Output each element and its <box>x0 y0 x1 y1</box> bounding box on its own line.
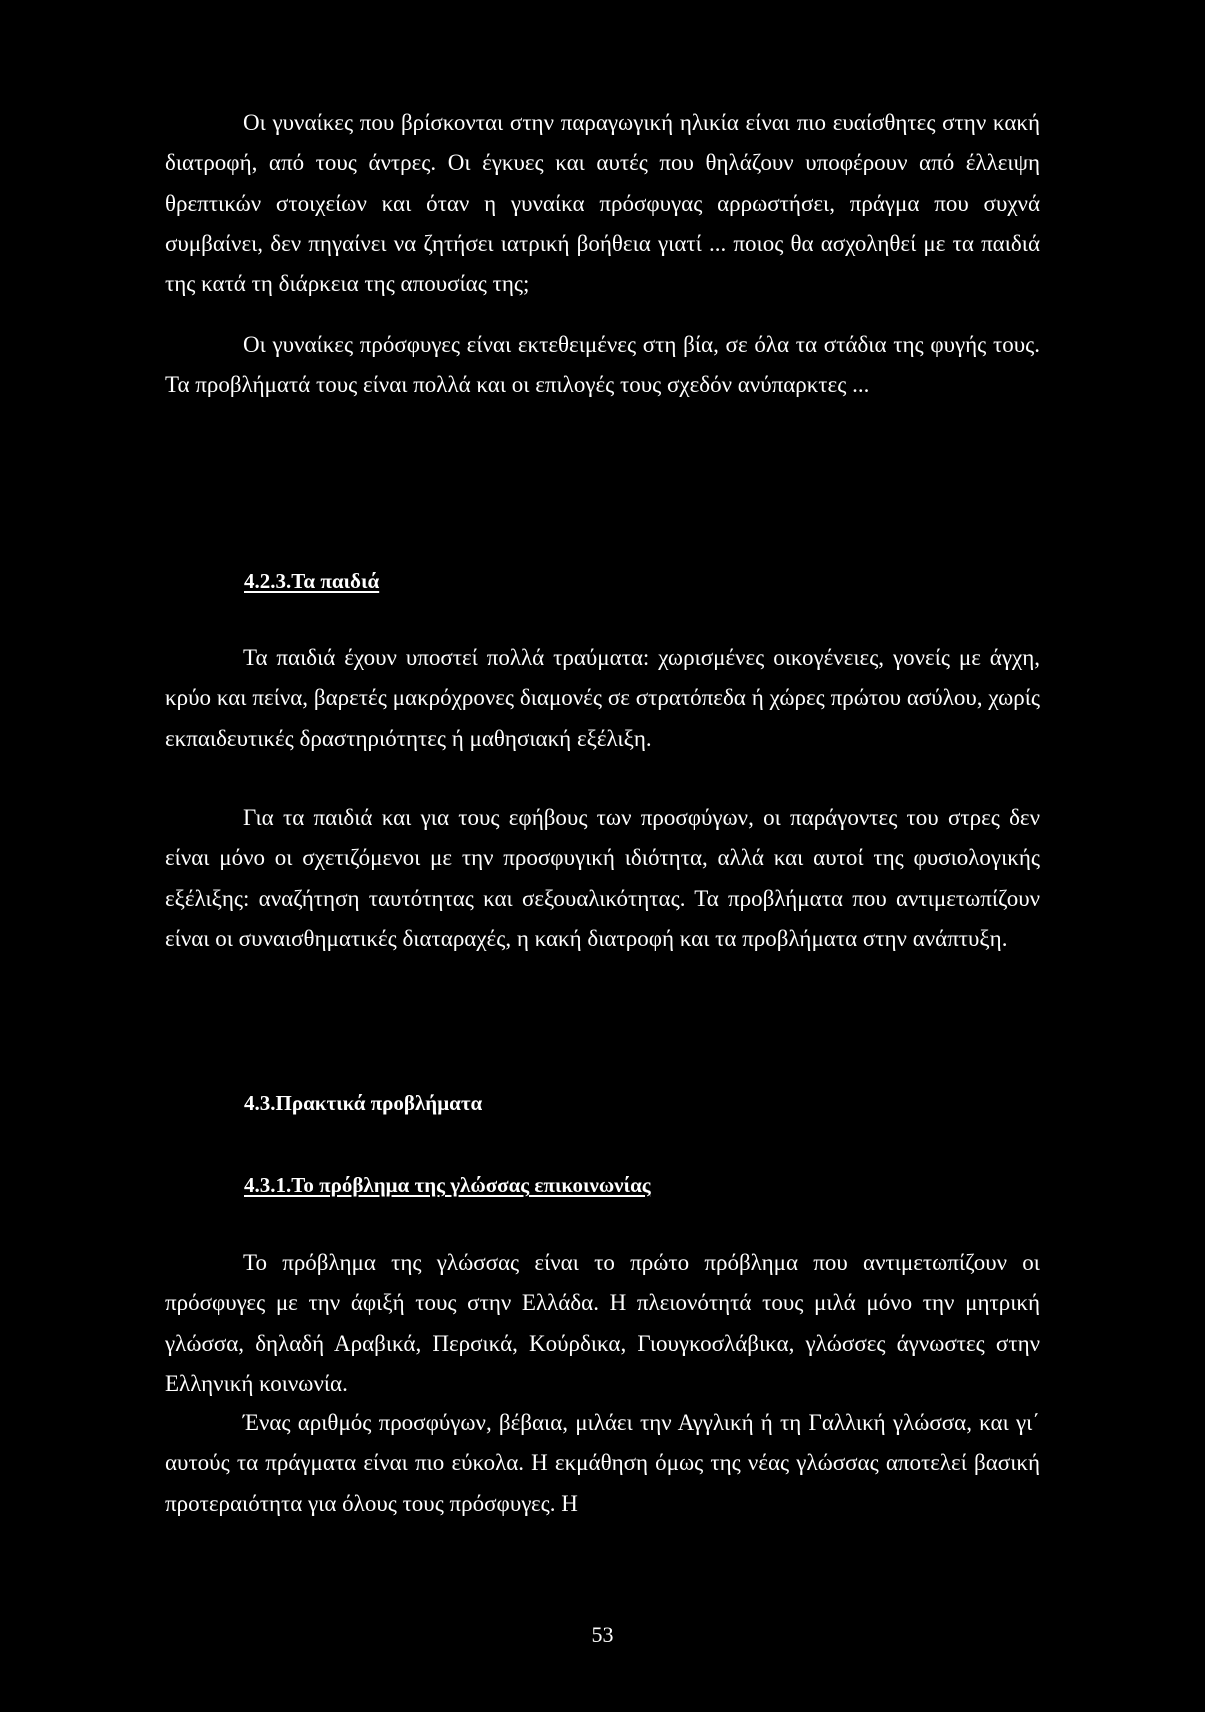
paragraph-women-nutrition: Οι γυναίκες που βρίσκονται στην παραγωγική ηλικία είναι πιο ευαίσθητες στην κακή διατροφή, από τους άντρες. Οι έγκυες και αυτές που θηλάζουν υποφέρουν από έλλειψη θρεπτικών στοιχείων και όταν η γυναίκα πρόσφυγας αρρωστήσει, πράγμα που συχνά συμβαίνει, δεν πηγαίνει να ζητήσει ιατρική βοήθεια γιατί ... ποιος θα ασχοληθεί με τα παιδιά της κατά τη διάρκεια της απουσίας της; <box>165 110 1040 297</box>
paragraph-children-stress: Για τα παιδιά και για τους εφήβους των προσφύγων, οι παράγοντες του στρες δεν είναι μόνο οι σχετιζόμενοι με την προσφυγική ιδιότητα, αλλά και αυτοί της φυσιολογικής εξέλιξης: αναζήτηση ταυτότητας και σεξουαλικότητας. Τα προβλήματα που αντιμετωπίζουν είναι οι συναισθηματικές διαταραχές, η κακή διατροφή και τα προβλήματα στην ανάπτυξη. <box>165 805 1040 951</box>
section-heading-practical-problems: 4.3.Πρακτικά προβλήματα <box>244 1091 483 1115</box>
paragraph-language-learning: Ένας αριθμός προσφύγων, βέβαια, μιλάει την Αγγλική ή τη Γαλλική γλώσσα, και γι΄ αυτούς τα πράγματα είναι πιο εύκολα. Η εκμάθηση όμως της νέας γλώσσας αποτελεί βασική προτεραιότητα για όλους τους πρόσφυγες. Η <box>165 1410 1040 1516</box>
section-heading-children: 4.2.3.Τα παιδιά <box>244 569 380 593</box>
paragraph-language-problem: Το πρόβλημα της γλώσσας είναι το πρώτο πρόβλημα που αντιμετωπίζουν οι πρόσφυγες με την άφιξή τους στην Ελλάδα. Η πλειονότητά τους μιλά μόνο την μητρική γλώσσα, δηλαδή Αραβικά, Περσικά, Κούρδικα, Γιουγκοσλάβικα, γλώσσες άγνωστες στην Ελληνική κοινωνία. <box>165 1250 1040 1396</box>
page-number: 53 <box>591 1622 614 1647</box>
section-heading-language-problem: 4.3.1.Το πρόβλημα της γλώσσας επικοινωνίας <box>244 1173 651 1197</box>
paragraph-children-trauma: Τα παιδιά έχουν υποστεί πολλά τραύματα: χωρισμένες οικογένειες, γονείς με άγχη, κρύο και πείνα, βαρετές μακρόχρονες διαμονές σε στρατόπεδα ή χώρες πρώτου ασύλου, χωρίς εκπαιδευτικές δραστηριότητες ή μαθησιακή εξέλιξη. <box>165 645 1040 751</box>
paragraph-women-violence: Οι γυναίκες πρόσφυγες είναι εκτεθειμένες στη βία, σε όλα τα στάδια της φυγής τους. Τα προβλήματά τους είναι πολλά και οι επιλογές τους σχεδόν ανύπαρκτες ... <box>165 332 1040 398</box>
